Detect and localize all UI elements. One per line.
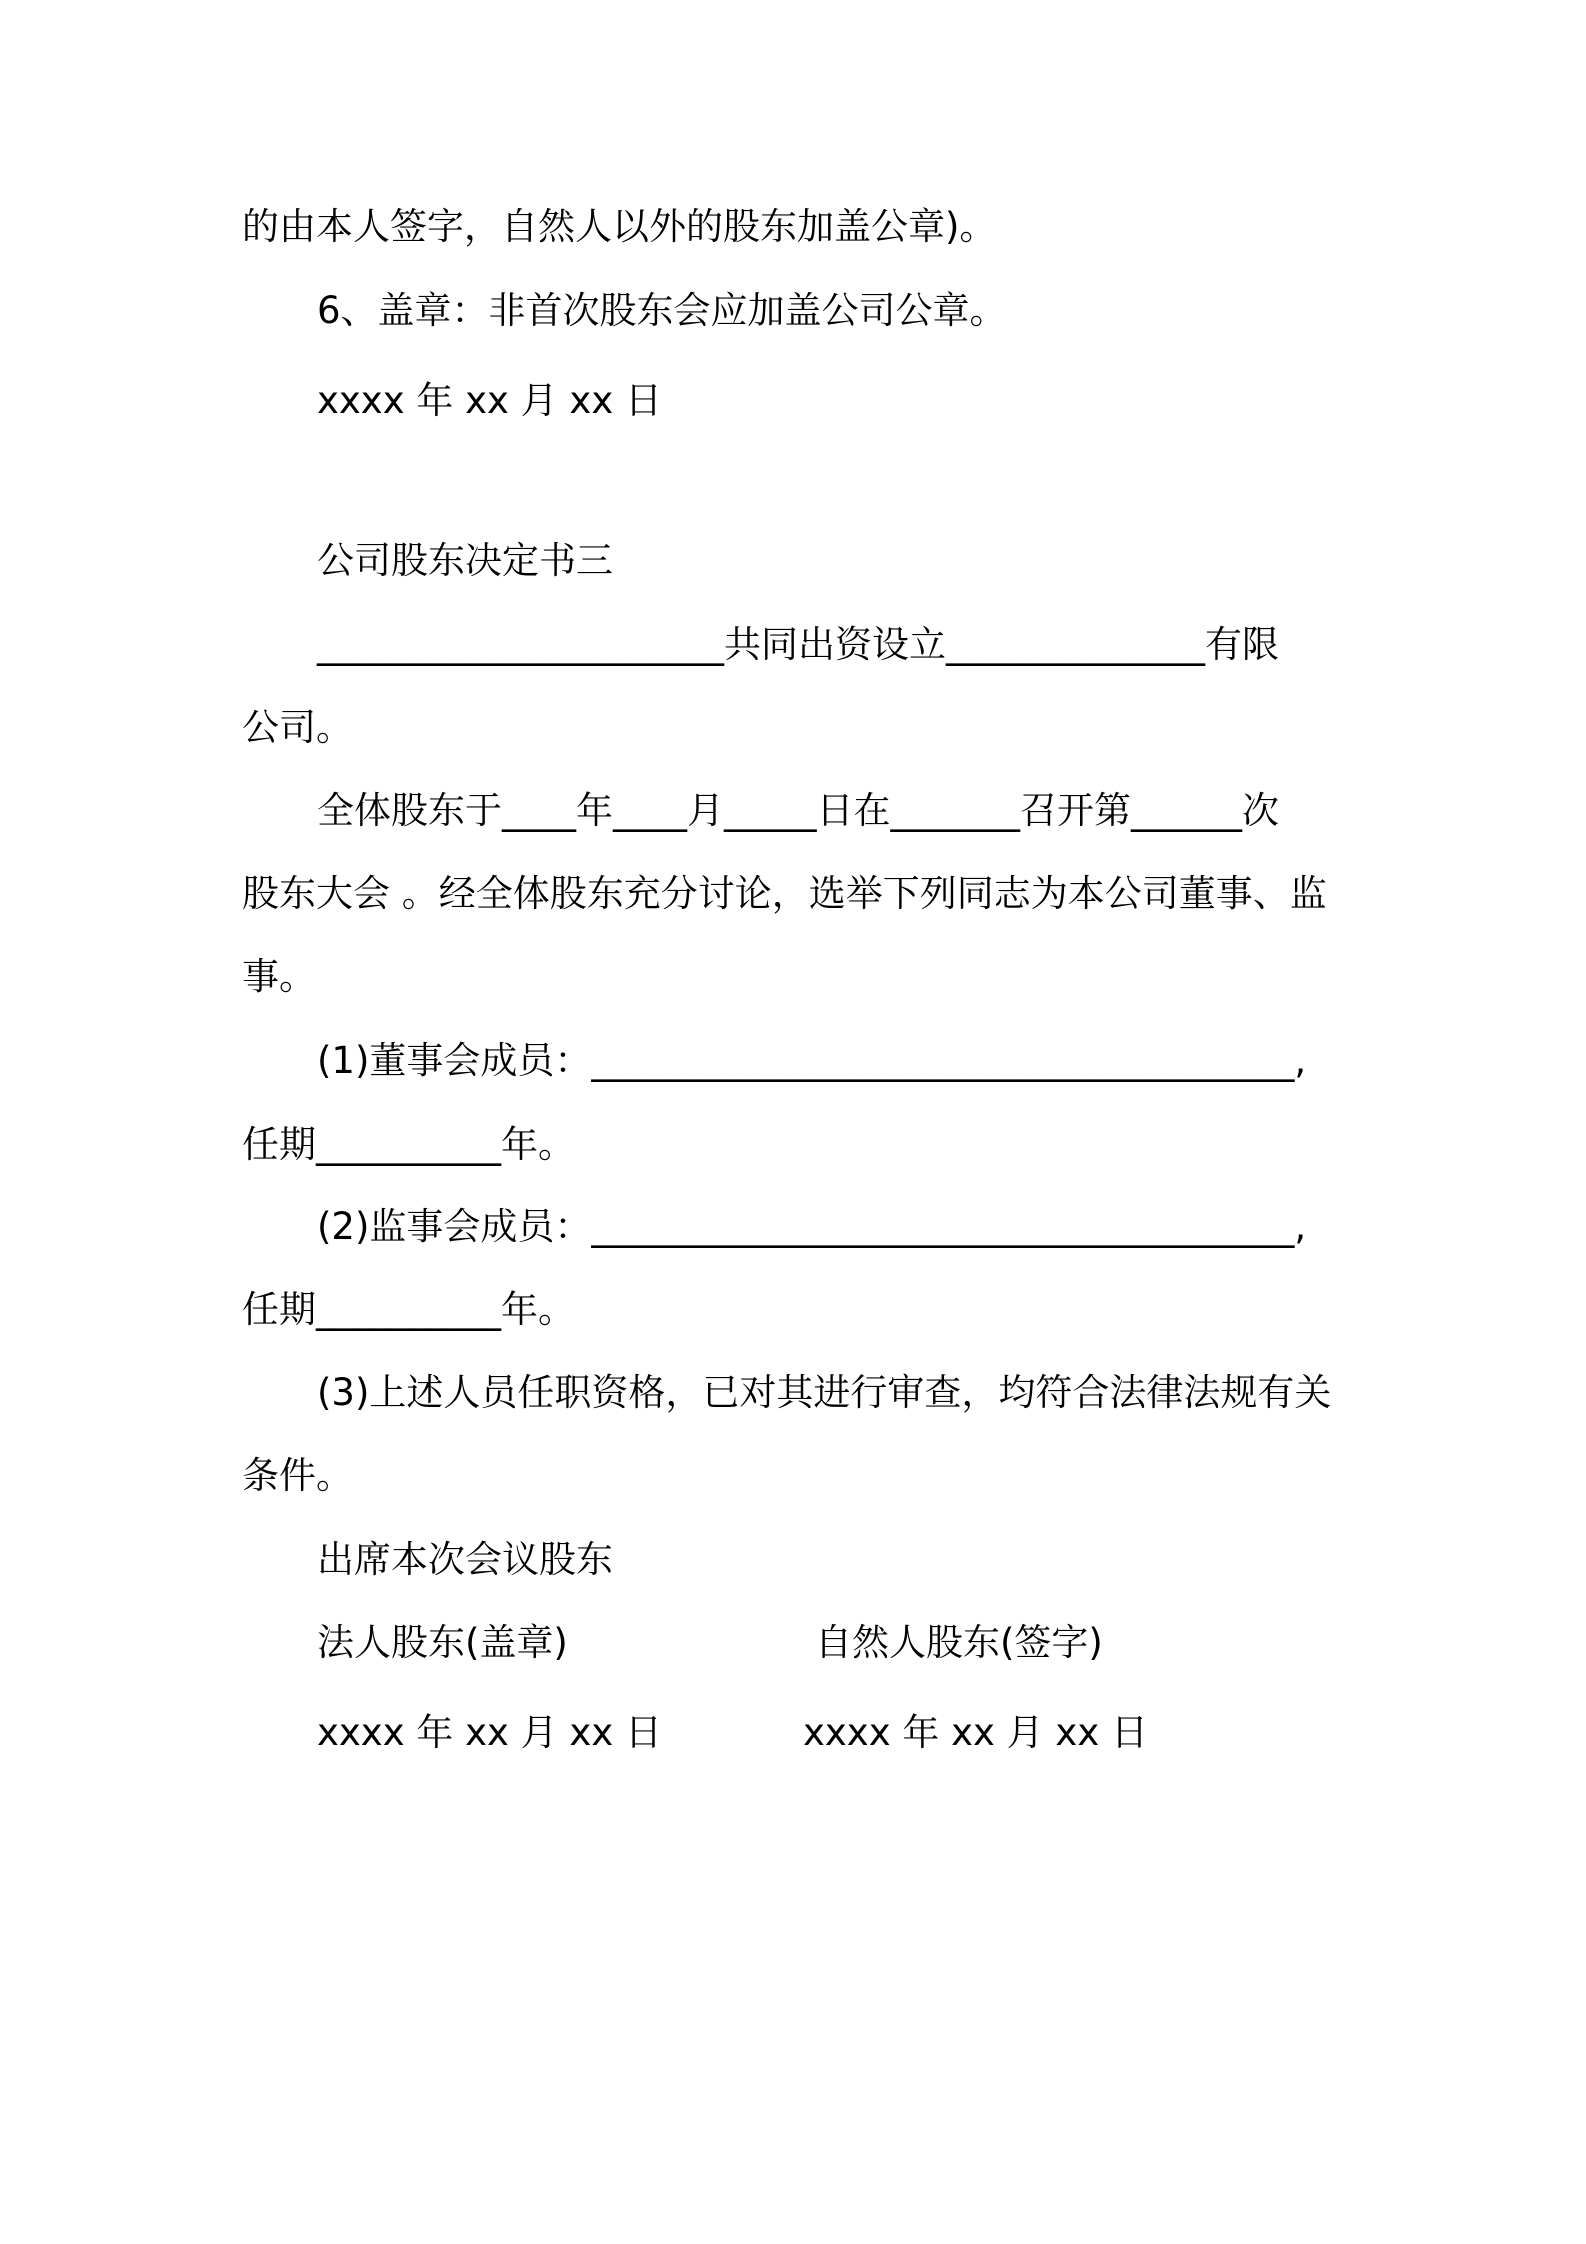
- date-top: xxxx 年 xx 月 xx 日: [317, 379, 662, 422]
- para2-line1: 全体股东于____年____月_____日在_______召开第______次: [317, 789, 1279, 832]
- directors-line1: (1)董事会成员：______________________________________,: [317, 1039, 1307, 1082]
- supervisors-line2: 任期__________年。: [242, 1288, 575, 1331]
- para2-line3: 事。: [242, 955, 316, 998]
- item-3-line2: 条件。: [242, 1454, 353, 1497]
- section-title: 公司股东决定书三: [317, 539, 613, 582]
- item-3-line1: (3)上述人员任职资格，已对其进行审查，均符合法律法规有关: [317, 1371, 1332, 1414]
- legal-shareholder-label: 法人股东(盖章): [317, 1621, 568, 1664]
- continuation-line: 的由本人签字，自然人以外的股东加盖公章)。: [242, 205, 997, 248]
- attendees-heading: 出席本次会议股东: [317, 1538, 613, 1581]
- para1-line1: ______________________共同出资设立______________有限: [317, 623, 1279, 666]
- directors-line2: 任期__________年。: [242, 1123, 575, 1166]
- date-left: xxxx 年 xx 月 xx 日: [317, 1711, 662, 1754]
- para2-line2: 股东大会 。经全体股东充分讨论，选举下列同志为本公司董事、监: [242, 872, 1327, 915]
- natural-shareholder-label: 自然人股东(签字): [815, 1621, 1103, 1664]
- date-right: xxxx 年 xx 月 xx 日: [803, 1711, 1148, 1754]
- para1-line2: 公司。: [242, 706, 353, 749]
- supervisors-line1: (2)监事会成员：______________________________________,: [317, 1205, 1307, 1248]
- item-6-seal: 6、盖章：非首次股东会应加盖公司公章。: [317, 289, 1007, 332]
